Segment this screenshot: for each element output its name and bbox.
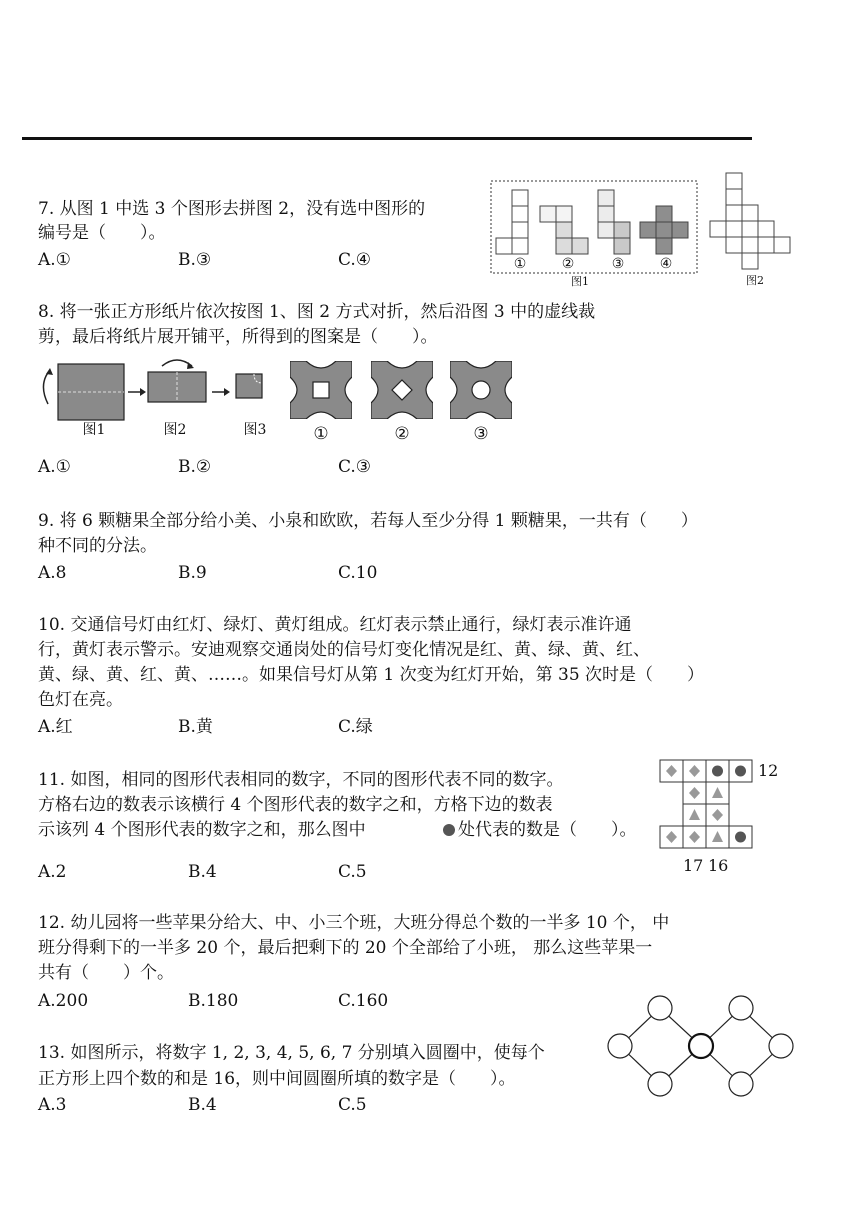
q7-fig1-caption: 图1 — [571, 275, 589, 288]
q13-option-c[interactable]: C.5 — [338, 1095, 367, 1115]
q8-shape-label-3: ③ — [473, 424, 489, 444]
q7-fig-label-3: ③ — [611, 256, 625, 272]
q10-line1: 10. 交通信号灯由红灯、绿灯、黄灯组成。红灯表示禁止通行，绿灯表示准许通 — [38, 615, 632, 635]
q8-line1: 8. 将一张正方形纸片依次按图 1、图 2 方式对折，然后沿图 3 中的虚线裁 — [38, 302, 596, 322]
q8-shape-2 — [371, 361, 433, 419]
q7-option-c[interactable]: C.④ — [338, 250, 372, 270]
q13-line1: 13. 如图所示，将数字 1, 2, 3, 4, 5, 6, 7 分别填入圆圈中，使每个 — [38, 1043, 545, 1063]
q11-option-a[interactable]: A.2 — [38, 862, 67, 882]
q11-col-sum-1: 17 — [683, 856, 704, 875]
q11-symbol-grid — [658, 758, 754, 854]
q12-option-a[interactable]: A.200 — [38, 991, 89, 1011]
q7-figure-2 — [708, 170, 794, 270]
q7-fig-label-4: ④ — [659, 256, 673, 272]
q11-col-sum-2: 16 — [708, 856, 729, 875]
q9-line1: 9. 将 6 颗糖果全部分给小美、小泉和欧欧，若每人至少分得 1 颗糖果，一共有（ ） — [38, 511, 698, 531]
q9-line2: 种不同的分法。 — [38, 536, 157, 556]
q9-option-a[interactable]: A.8 — [38, 563, 67, 583]
q10-line2: 行，黄灯表示警示。安迪观察交通岗处的信号灯变化情况是红、黄、绿、黄、红、 — [38, 640, 650, 660]
q11-line3b: 处代表的数是（ ）。 — [458, 820, 637, 840]
q9-option-b[interactable]: B.9 — [178, 563, 207, 583]
q13-option-a[interactable]: A.3 — [38, 1095, 67, 1115]
q10-line3: 黄、绿、黄、红、黄、……。如果信号灯从第 1 次变为红灯开始，第 35 次时是（ ） — [38, 665, 705, 685]
q8-line2: 剪，最后将纸片展开铺平，所得到的图案是（ ）。 — [38, 327, 438, 347]
q8-step-caption-2: 图2 — [163, 422, 187, 438]
q8-option-c[interactable]: C.③ — [338, 457, 372, 477]
q11-circle-icon — [442, 823, 456, 837]
q10-option-a[interactable]: A.红 — [38, 717, 73, 737]
q12-option-c[interactable]: C.160 — [338, 991, 389, 1011]
q9-option-c[interactable]: C.10 — [338, 563, 378, 583]
q7-fig-label-1: ① — [513, 256, 527, 272]
q7-fig-label-2: ② — [561, 256, 575, 272]
q13-line2: 正方形上四个数的和是 16，则中间圆圈所填的数字是（ ）。 — [38, 1069, 516, 1089]
q7-option-a[interactable]: A.① — [38, 250, 71, 270]
q8-folding-steps — [36, 356, 276, 426]
q11-option-c[interactable]: C.5 — [338, 862, 367, 882]
q8-step-caption-1: 图1 — [82, 422, 106, 438]
q10-line4: 色灯在亮。 — [38, 690, 123, 710]
q13-option-b[interactable]: B.4 — [188, 1095, 217, 1115]
q7-fig2-caption: 图2 — [746, 274, 764, 287]
q10-option-b[interactable]: B.黄 — [178, 717, 213, 737]
q8-shape-label-1: ① — [313, 424, 329, 444]
q8-option-b[interactable]: B.② — [178, 457, 212, 477]
q8-shape-1 — [290, 361, 352, 419]
q7-option-b[interactable]: B.③ — [178, 250, 212, 270]
q13-circle-diagram — [600, 990, 800, 1102]
q11-line3a: 示该列 4 个图形代表的数字之和，那么图中 — [38, 820, 366, 840]
q11-line1: 11. 如图，相同的图形代表相同的数字，不同的图形代表不同的数字。 — [38, 770, 564, 790]
header-rule — [22, 137, 752, 140]
q12-option-b[interactable]: B.180 — [188, 991, 239, 1011]
q11-line2: 方格右边的数表示该横行 4 个图形代表的数字之和，方格下边的数表 — [38, 795, 553, 815]
q8-shape-label-2: ② — [394, 424, 410, 444]
q8-option-a[interactable]: A.① — [38, 457, 71, 477]
q7-line2: 编号是（ ）。 — [38, 223, 166, 243]
q11-row-sum: 12 — [758, 761, 779, 780]
q8-shape-3 — [450, 361, 512, 419]
q12-line1: 12. 幼儿园将一些苹果分给大、中、小三个班，大班分得总个数的一半多 10 个， 中 — [38, 913, 670, 933]
q11-option-b[interactable]: B.4 — [188, 862, 217, 882]
q8-step-caption-3: 图3 — [243, 422, 267, 438]
q7-line1: 7. 从图 1 中选 3 个图形去拼图 2，没有选中图形的 — [38, 199, 426, 219]
q12-line2: 班分得剩下的一半多 20 个，最后把剩下的 20 个全部给了小班， 那么这些苹果一 — [38, 938, 653, 958]
q12-line3: 共有（ ）个。 — [38, 963, 174, 983]
q10-option-c[interactable]: C.绿 — [338, 717, 373, 737]
